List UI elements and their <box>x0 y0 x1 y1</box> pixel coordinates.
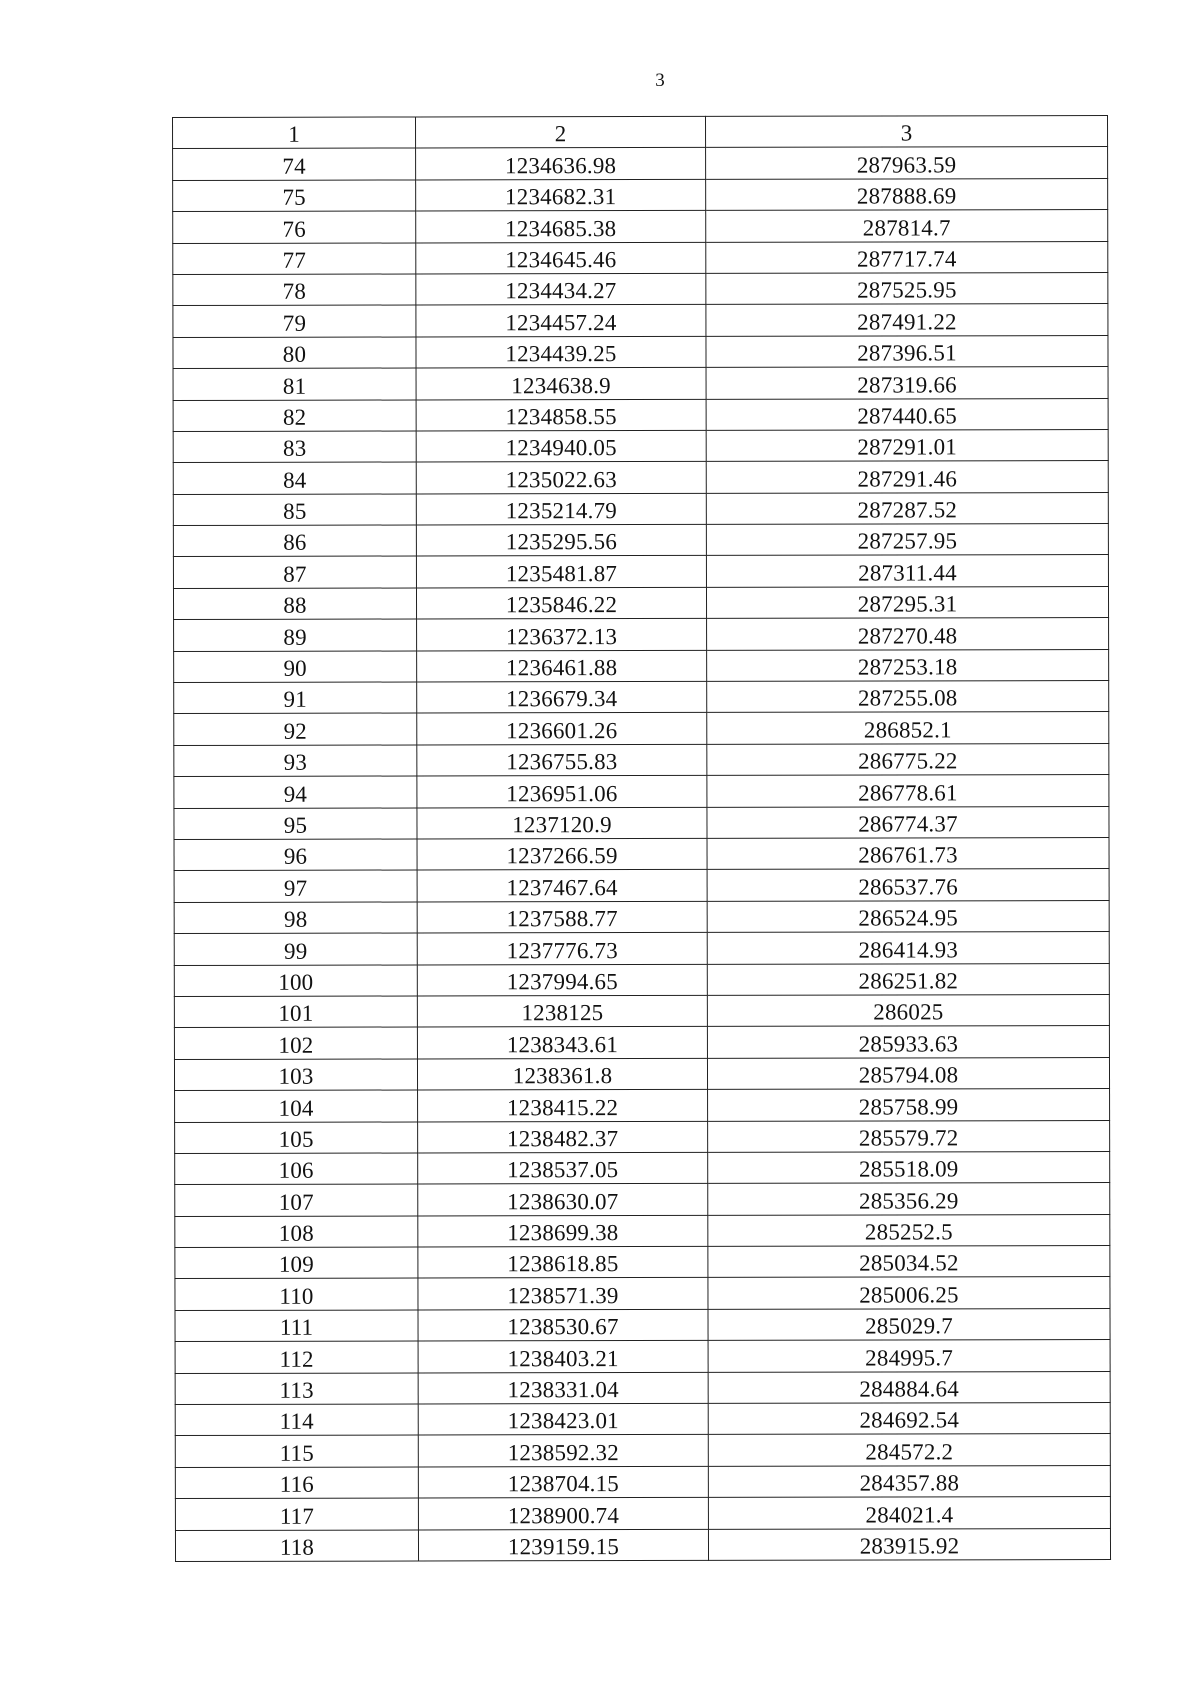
coordinate-y-cell: 284692.54 <box>708 1403 1110 1435</box>
coordinate-x-cell: 1239159.15 <box>418 1529 708 1561</box>
point-number-cell: 113 <box>175 1373 418 1405</box>
coordinate-x-cell: 1238699.38 <box>418 1215 708 1247</box>
coordinate-x-cell: 1238618.85 <box>418 1246 708 1278</box>
coordinate-x-cell: 1238537.05 <box>418 1152 708 1184</box>
coordinate-x-cell: 1236679.34 <box>417 681 707 713</box>
point-number-cell: 105 <box>175 1121 418 1153</box>
coordinate-y-cell: 285356.29 <box>708 1183 1110 1215</box>
coordinate-y-cell: 286774.37 <box>707 806 1109 838</box>
table-row <box>175 1151 1110 1184</box>
point-number-cell: 96 <box>174 839 417 871</box>
coordinate-x-cell: 1238571.39 <box>418 1278 708 1310</box>
coordinate-y-cell: 284572.2 <box>708 1434 1110 1466</box>
table-row <box>175 1089 1110 1122</box>
table-row <box>175 1183 1110 1216</box>
point-number-cell: 112 <box>175 1341 418 1373</box>
table-row <box>175 1528 1110 1561</box>
table-row <box>173 367 1108 400</box>
point-number-cell: 92 <box>174 713 417 745</box>
table-row <box>175 1371 1110 1404</box>
coordinate-y-cell: 285034.52 <box>708 1246 1110 1278</box>
point-number-cell: 89 <box>174 619 417 651</box>
table-row <box>174 963 1109 996</box>
coordinate-y-cell: 287525.95 <box>706 272 1108 304</box>
table-row <box>173 272 1108 305</box>
table-row <box>173 241 1108 274</box>
coordinate-x-cell: 1234685.38 <box>416 211 706 243</box>
coordinate-y-cell: 285006.25 <box>708 1277 1110 1309</box>
coordinate-y-cell: 287491.22 <box>706 304 1108 336</box>
coordinate-x-cell: 1238415.22 <box>418 1089 708 1121</box>
table-row <box>173 178 1108 211</box>
coordinate-x-cell: 1234858.55 <box>416 399 706 431</box>
point-number-cell: 111 <box>175 1310 418 1342</box>
coordinate-x-cell: 1236755.83 <box>417 744 707 776</box>
coordinate-x-cell: 1236372.13 <box>417 619 707 651</box>
page-number: 3 <box>655 70 665 91</box>
point-number-cell: 115 <box>175 1435 418 1467</box>
coordinate-x-cell: 1235295.56 <box>416 524 706 556</box>
point-number-cell: 116 <box>175 1467 418 1499</box>
coordinate-y-cell: 286025 <box>707 994 1109 1026</box>
coordinate-x-cell: 1237266.59 <box>417 838 707 870</box>
table-row <box>175 1120 1110 1153</box>
point-number-cell: 108 <box>175 1216 418 1248</box>
coordinate-y-cell: 287717.74 <box>706 241 1108 273</box>
coordinate-x-cell: 1234940.05 <box>416 430 706 462</box>
coordinate-y-cell: 285029.7 <box>708 1308 1110 1340</box>
coordinate-x-cell: 1234645.46 <box>416 242 706 274</box>
table-row <box>173 524 1108 557</box>
point-number-cell: 74 <box>173 148 416 180</box>
coordinate-x-cell: 1238403.21 <box>418 1341 708 1373</box>
table-row <box>175 1403 1110 1436</box>
coordinate-y-cell: 287253.18 <box>707 649 1109 681</box>
point-number-cell: 107 <box>175 1184 418 1216</box>
coordinate-x-cell: 1238530.67 <box>418 1309 708 1341</box>
coordinate-y-cell: 286414.93 <box>707 932 1109 964</box>
table-row <box>173 398 1108 431</box>
coordinate-y-cell: 287311.44 <box>706 555 1108 587</box>
point-number-cell: 79 <box>173 305 416 337</box>
table-row <box>173 555 1108 588</box>
point-number-cell: 91 <box>174 682 417 714</box>
table-body <box>173 147 1111 1562</box>
point-number-cell: 80 <box>173 337 416 369</box>
coordinate-y-cell: 287257.95 <box>706 524 1108 556</box>
column-header-2: 2 <box>416 116 706 148</box>
coordinate-x-cell: 1237776.73 <box>417 933 707 965</box>
point-number-cell: 118 <box>175 1530 418 1562</box>
coordinate-y-cell: 283915.92 <box>708 1528 1110 1560</box>
coordinate-x-cell: 1238343.61 <box>417 1027 707 1059</box>
coordinate-x-cell: 1238423.01 <box>418 1403 708 1435</box>
coordinate-y-cell: 286775.22 <box>707 743 1109 775</box>
point-number-cell: 75 <box>173 180 416 212</box>
point-number-cell: 83 <box>173 431 416 463</box>
coordinate-y-cell: 287319.66 <box>706 367 1108 399</box>
coordinate-x-cell: 1237994.65 <box>417 964 707 996</box>
coordinate-x-cell: 1237120.9 <box>417 807 707 839</box>
coordinate-y-cell: 284021.4 <box>708 1497 1110 1529</box>
table-row <box>174 838 1109 871</box>
coordinate-y-cell: 285579.72 <box>708 1120 1110 1152</box>
header-row <box>173 116 1108 149</box>
point-number-cell: 78 <box>173 274 416 306</box>
table-row <box>175 1465 1110 1498</box>
coordinate-x-cell: 1235481.87 <box>416 556 706 588</box>
coordinate-y-cell: 287814.7 <box>706 210 1108 242</box>
point-number-cell: 90 <box>174 651 417 683</box>
table-row <box>175 1434 1110 1467</box>
coordinate-x-cell: 1236601.26 <box>417 713 707 745</box>
coordinate-y-cell: 287396.51 <box>706 335 1108 367</box>
point-number-cell: 110 <box>175 1278 418 1310</box>
coordinate-y-cell: 287295.31 <box>706 586 1108 618</box>
coordinate-x-cell: 1234682.31 <box>416 179 706 211</box>
coordinate-y-cell: 285933.63 <box>707 1026 1109 1058</box>
coordinate-x-cell: 1238125 <box>417 995 707 1027</box>
point-number-cell: 106 <box>175 1153 418 1185</box>
coordinate-y-cell: 284884.64 <box>708 1371 1110 1403</box>
table-row <box>174 649 1109 682</box>
table-row <box>173 147 1108 180</box>
point-number-cell: 97 <box>174 870 417 902</box>
table-row <box>174 681 1109 714</box>
point-number-cell: 85 <box>173 494 416 526</box>
coordinate-y-cell: 286251.82 <box>707 963 1109 995</box>
point-number-cell: 102 <box>174 1027 417 1059</box>
coordinate-x-cell: 1238361.8 <box>417 1058 707 1090</box>
coordinate-x-cell: 1238331.04 <box>418 1372 708 1404</box>
coordinate-x-cell: 1234638.9 <box>416 368 706 400</box>
point-number-cell: 86 <box>173 525 416 557</box>
coordinate-y-cell: 286778.61 <box>707 775 1109 807</box>
point-number-cell: 99 <box>174 933 417 965</box>
coordinate-y-cell: 287270.48 <box>707 618 1109 650</box>
table-row <box>173 429 1108 462</box>
point-number-cell: 94 <box>174 776 417 808</box>
table-header <box>173 116 1108 149</box>
point-number-cell: 117 <box>175 1498 418 1530</box>
point-number-cell: 101 <box>174 996 417 1028</box>
coordinates-table <box>172 115 1111 1562</box>
coordinate-x-cell: 1238592.32 <box>418 1435 708 1467</box>
coordinate-y-cell: 287291.01 <box>706 429 1108 461</box>
table-row <box>174 900 1109 933</box>
table-row <box>174 618 1109 651</box>
point-number-cell: 93 <box>174 745 417 777</box>
point-number-cell: 109 <box>175 1247 418 1279</box>
coordinate-x-cell: 1237467.64 <box>417 870 707 902</box>
coordinate-y-cell: 287963.59 <box>706 147 1108 179</box>
coordinate-x-cell: 1238900.74 <box>418 1498 708 1530</box>
column-header-1: 1 <box>173 117 416 149</box>
coordinate-x-cell: 1234439.25 <box>416 336 706 368</box>
table-row <box>175 1340 1110 1373</box>
table-row <box>174 932 1109 965</box>
coordinate-x-cell: 1234434.27 <box>416 273 706 305</box>
table-row <box>174 712 1109 745</box>
coordinate-y-cell: 287255.08 <box>707 681 1109 713</box>
coordinate-y-cell: 286537.76 <box>707 869 1109 901</box>
coordinate-y-cell: 285252.5 <box>708 1214 1110 1246</box>
point-number-cell: 76 <box>173 211 416 243</box>
coordinate-y-cell: 286761.73 <box>707 838 1109 870</box>
coordinate-x-cell: 1234636.98 <box>416 148 706 180</box>
point-number-cell: 95 <box>174 808 417 840</box>
point-number-cell: 98 <box>174 902 417 934</box>
table-row <box>175 1277 1110 1310</box>
table-row <box>173 335 1108 368</box>
point-number-cell: 87 <box>173 556 416 588</box>
table-row <box>173 586 1108 619</box>
coordinate-y-cell: 285758.99 <box>708 1089 1110 1121</box>
coordinate-y-cell: 287291.46 <box>706 461 1108 493</box>
coordinate-y-cell: 287888.69 <box>706 178 1108 210</box>
table-row <box>173 492 1108 525</box>
table-row <box>174 775 1109 808</box>
point-number-cell: 77 <box>173 243 416 275</box>
coordinate-y-cell: 287287.52 <box>706 492 1108 524</box>
table-row <box>173 304 1108 337</box>
point-number-cell: 100 <box>174 965 417 997</box>
point-number-cell: 84 <box>173 462 416 494</box>
point-number-cell: 104 <box>175 1090 418 1122</box>
coordinate-y-cell: 286852.1 <box>707 712 1109 744</box>
coordinate-y-cell: 285518.09 <box>708 1151 1110 1183</box>
coordinate-y-cell: 287440.65 <box>706 398 1108 430</box>
column-header-3: 3 <box>705 116 1107 148</box>
table-row <box>175 1246 1110 1279</box>
point-number-cell: 103 <box>174 1059 417 1091</box>
coordinate-x-cell: 1236951.06 <box>417 776 707 808</box>
table-row <box>174 869 1109 902</box>
coordinate-y-cell: 286524.95 <box>707 900 1109 932</box>
table-row <box>174 1057 1109 1090</box>
coordinate-y-cell: 284995.7 <box>708 1340 1110 1372</box>
table-row <box>173 461 1108 494</box>
point-number-cell: 114 <box>175 1404 418 1436</box>
coordinate-x-cell: 1234457.24 <box>416 305 706 337</box>
coordinate-x-cell: 1237588.77 <box>417 901 707 933</box>
coordinate-x-cell: 1238482.37 <box>418 1121 708 1153</box>
table-row <box>174 806 1109 839</box>
point-number-cell: 88 <box>173 588 416 620</box>
coordinate-x-cell: 1235214.79 <box>416 493 706 525</box>
coordinate-y-cell: 285794.08 <box>707 1057 1109 1089</box>
point-number-cell: 82 <box>173 400 416 432</box>
table-row <box>175 1308 1110 1341</box>
coordinate-x-cell: 1236461.88 <box>417 650 707 682</box>
table-row <box>174 994 1109 1027</box>
coordinate-x-cell: 1235022.63 <box>416 462 706 494</box>
coordinate-x-cell: 1235846.22 <box>416 587 706 619</box>
table-row <box>174 1026 1109 1059</box>
coordinate-x-cell: 1238630.07 <box>418 1184 708 1216</box>
coordinate-x-cell: 1238704.15 <box>418 1466 708 1498</box>
table-row <box>175 1497 1110 1530</box>
coordinate-y-cell: 284357.88 <box>708 1465 1110 1497</box>
table-row <box>175 1214 1110 1247</box>
table-row <box>174 743 1109 776</box>
point-number-cell: 81 <box>173 368 416 400</box>
table-row <box>173 210 1108 243</box>
